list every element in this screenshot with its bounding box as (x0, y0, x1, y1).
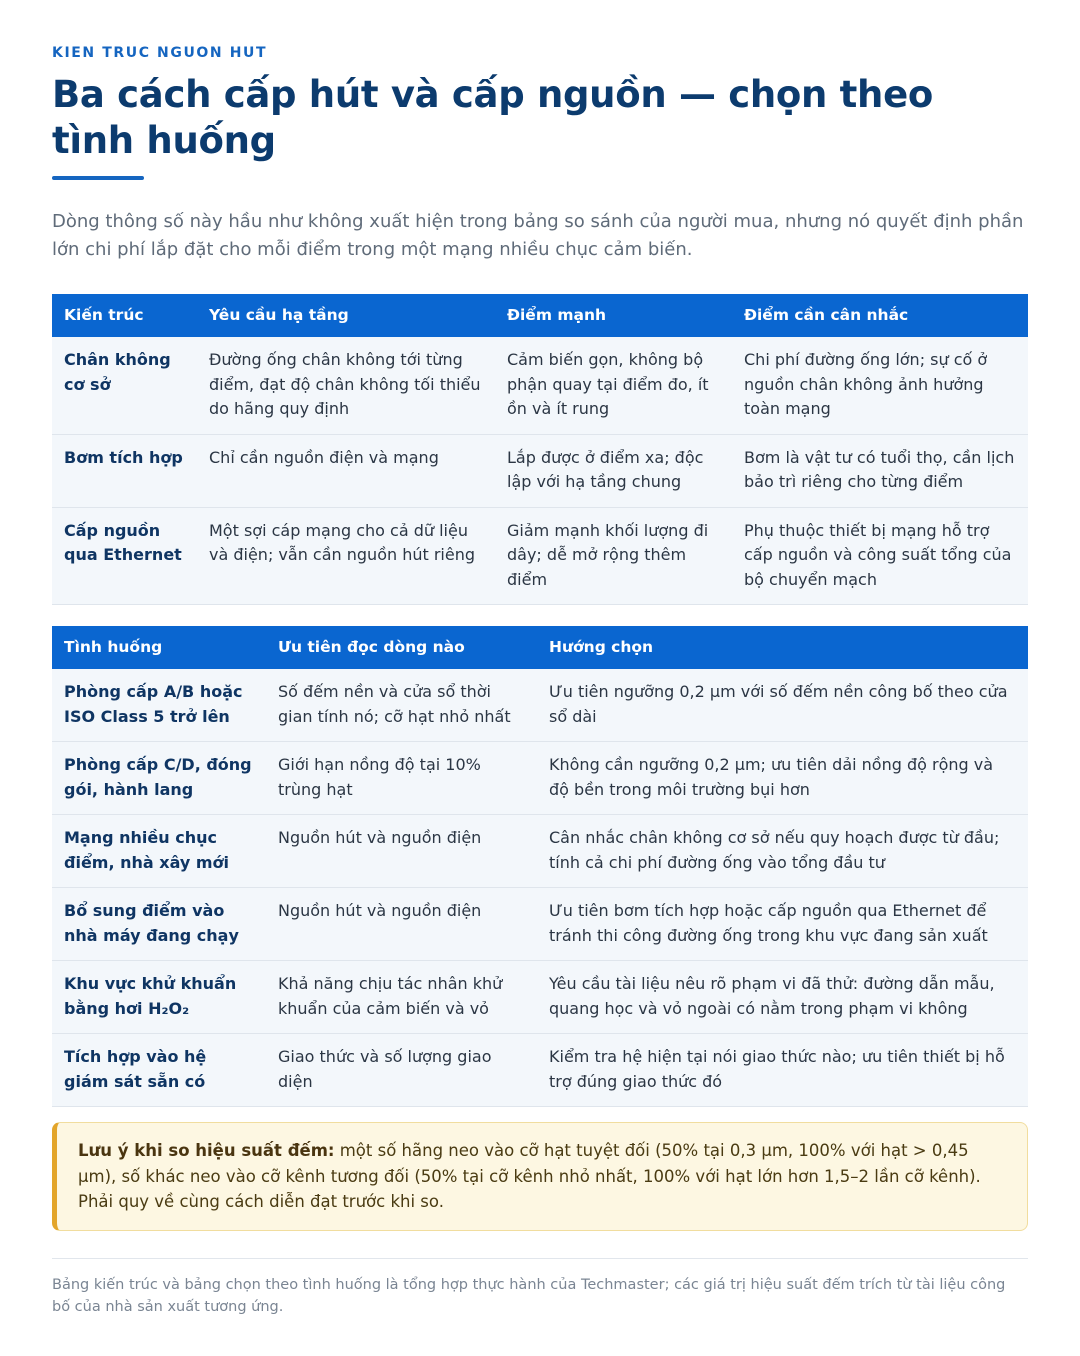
callout-note (52, 1122, 1028, 1231)
table-cell: Nguồn hút và nguồn điện (266, 888, 537, 961)
intro-paragraph: Dòng thông số này hầu như không xuất hiện trong bảng so sánh của người mua, nhưng nó quyết định phần lớn chi phí lắp đặt cho mỗi điểm trong một mạng nhiều chục cảm biến. (52, 211, 1024, 260)
situation-table (52, 626, 1028, 1107)
footer-divider (52, 1258, 1028, 1259)
table-cell: Số đếm nền và cửa sổ thời gian tính nó; cỡ hạt nhỏ nhất (266, 669, 537, 742)
table-row (52, 669, 1028, 742)
row-header-cell: Mạng nhiều chục điểm, nhà xây mới (52, 815, 266, 888)
row-header-cell: Tích hợp vào hệ giám sát sẵn có (52, 1034, 266, 1107)
table-cell: Lắp được ở điểm xa; độc lập với hạ tầng chung (495, 434, 732, 507)
table-cell: Nguồn hút và nguồn điện (266, 815, 537, 888)
table-cell: Giảm mạnh khối lượng đi dây; dễ mở rộng thêm điểm (495, 507, 732, 605)
table-cell: Cân nhắc chân không cơ sở nếu quy hoạch được từ đầu; tính cả chi phí đường ống vào tổng đầu tư (537, 815, 1028, 888)
callout-label: Lưu ý khi so hiệu suất đếm: (78, 1141, 335, 1160)
table-cell: Yêu cầu tài liệu nêu rõ phạm vi đã thử: đường dẫn mẫu, quang học và vỏ ngoài có nằm trong phạm vi không (537, 961, 1028, 1034)
page-title: Ba cách cấp hút và cấp nguồn — chọn theo tình huống (52, 73, 934, 162)
col-header: Điểm cần cân nhắc (732, 294, 1028, 337)
table-row (52, 815, 1028, 888)
table-cell: Giới hạn nồng độ tại 10% trùng hạt (266, 742, 537, 815)
table-row (52, 888, 1028, 961)
col-header: Yêu cầu hạ tầng (197, 294, 495, 337)
col-header: Điểm mạnh (495, 294, 732, 337)
architecture-table-header (52, 294, 1028, 337)
row-header-cell: Chân không cơ sở (52, 337, 197, 434)
table-cell: Một sợi cáp mạng cho cả dữ liệu và điện; vẫn cần nguồn hút riêng (197, 507, 495, 605)
col-header: Tình huống (52, 626, 266, 669)
table-cell: Phụ thuộc thiết bị mạng hỗ trợ cấp nguồn và công suất tổng của bộ chuyển mạch (732, 507, 1028, 605)
table-cell: Kiểm tra hệ hiện tại nói giao thức nào; ưu tiên thiết bị hỗ trợ đúng giao thức đó (537, 1034, 1028, 1107)
col-header: Hướng chọn (537, 626, 1028, 669)
table-row (52, 337, 1028, 434)
architecture-table (52, 294, 1028, 605)
row-header-cell: Bơm tích hợp (52, 434, 197, 507)
title-underline (52, 176, 144, 180)
table-row (52, 742, 1028, 815)
table-row (52, 507, 1028, 605)
table-cell: Bơm là vật tư có tuổi thọ, cần lịch bảo trì riêng cho từng điểm (732, 434, 1028, 507)
table-cell: Ưu tiên bơm tích hợp hoặc cấp nguồn qua Ethernet để tránh thi công đường ống trong khu vực đang sản xuất (537, 888, 1028, 961)
row-header-cell: Phòng cấp C/D, đóng gói, hành lang (52, 742, 266, 815)
callout-text: một số hãng neo vào cỡ hạt tuyệt đối (50% tại 0,3 µm, 100% với hạt > 0,45 µm), số khác neo vào cỡ kênh tương đối (50% tại cỡ kênh nhỏ nhất, 100% với hạt lớn hơn 1,5–2 lần cỡ kênh). Phải quy về cùng cách diễn đạt trước khi so. (78, 1141, 981, 1211)
situation-table-header (52, 626, 1028, 669)
footer-source-note: Bảng kiến trúc và bảng chọn theo tình huống là tổng hợp thực hành của Techmaster; các giá trị hiệu suất đếm trích từ tài liệu công bố của nhà sản xuất tương ứng. (52, 1277, 1006, 1315)
table-cell: Đường ống chân không tới từng điểm, đạt độ chân không tối thiểu do hãng quy định (197, 337, 495, 434)
row-header-cell: Cấp nguồn qua Ethernet (52, 507, 197, 605)
table-row (52, 961, 1028, 1034)
table-cell: Giao thức và số lượng giao diện (266, 1034, 537, 1107)
row-header-cell: Khu vực khử khuẩn bằng hơi H₂O₂ (52, 961, 266, 1034)
table-cell: Chỉ cần nguồn điện và mạng (197, 434, 495, 507)
table-row (52, 434, 1028, 507)
table-cell: Chi phí đường ống lớn; sự cố ở nguồn chân không ảnh hưởng toàn mạng (732, 337, 1028, 434)
row-header-cell: Phòng cấp A/B hoặc ISO Class 5 trở lên (52, 669, 266, 742)
table-row (52, 1034, 1028, 1107)
table-cell: Cảm biến gọn, không bộ phận quay tại điểm đo, ít ồn và ít rung (495, 337, 732, 434)
table-cell: Khả năng chịu tác nhân khử khuẩn của cảm biến và vỏ (266, 961, 537, 1034)
col-header: Kiến trúc (52, 294, 197, 337)
section-eyebrow: KIEN TRUC NGUON HUT (52, 45, 268, 61)
col-header: Ưu tiên đọc dòng nào (266, 626, 537, 669)
table-cell: Không cần ngưỡng 0,2 µm; ưu tiên dải nồng độ rộng và độ bền trong môi trường bụi hơn (537, 742, 1028, 815)
row-header-cell: Bổ sung điểm vào nhà máy đang chạy (52, 888, 266, 961)
table-cell: Ưu tiên ngưỡng 0,2 µm với số đếm nền công bố theo cửa sổ dài (537, 669, 1028, 742)
